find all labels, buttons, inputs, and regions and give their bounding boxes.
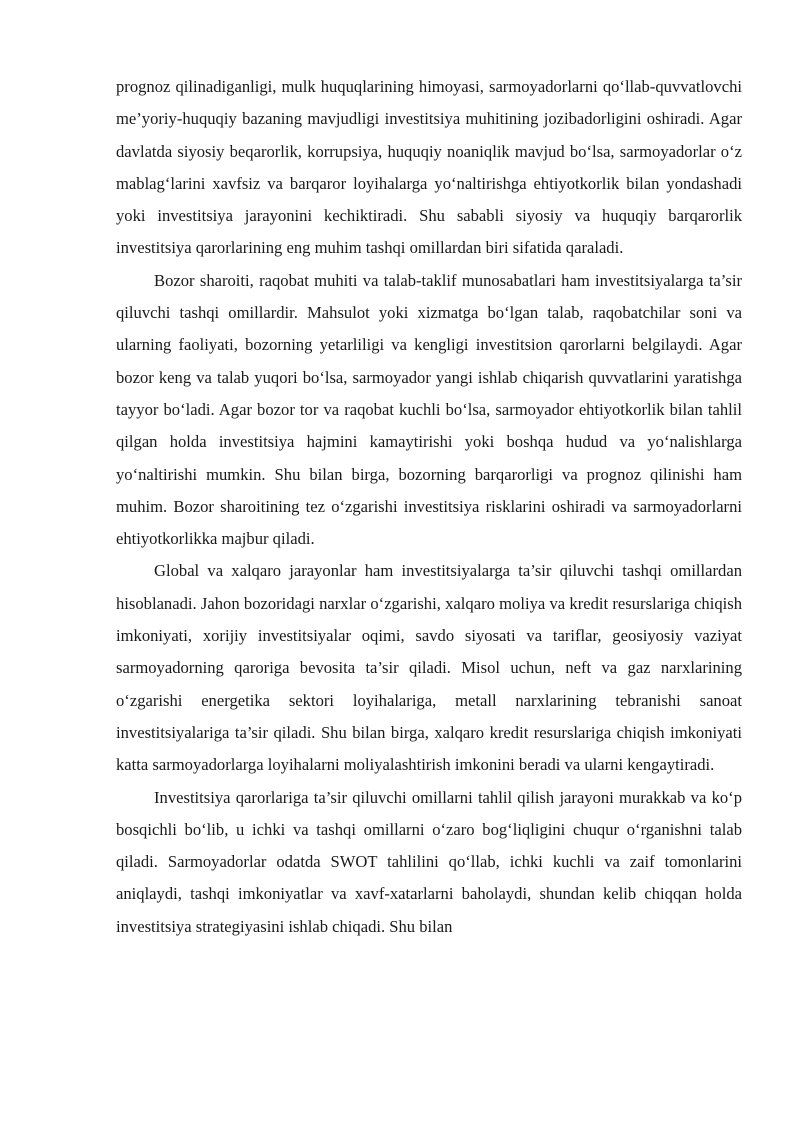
paragraph-global-processes: Global va xalqaro jarayonlar ham investitsiyalarga ta’sir qiluvchi tashqi omillardan hisoblanadi. Jahon bozoridagi narxlar o‘zgarishi, xalqaro moliya va kredit resurslariga chiqish imkoniyati, xorijiy investitsiyalar oqimi, savdo siyosati va tariflar, geosiyosiy vaziyat sarmoyadorning qaroriga bevosita ta’sir qiladi. Misol uchun, neft va gaz narxlarining o‘zgarishi energetika sektori loyihalariga, metall narxlarining tebranishi sanoat investitsiyalariga ta’sir qiladi. Shu bilan birga, xalqaro kredit resurslariga chiqish imkoniyati katta sarmoyadorlarga loyihalarni moliyalashtirish imkonini beradi va ularni kengaytiradi.: [116, 561, 742, 775]
paragraph-factor-analysis: Investitsiya qarorlariga ta’sir qiluvchi omillarni tahlil qilish jarayoni murakkab va ko‘p bosqichli bo‘lib, u ichki va tashqi omillarni o‘zaro bog‘liqligini chuqur o‘rganishni talab qiladi. Sarmoyadorlar odatda SWOT tahlilini qo‘llab, ichki kuchli va zaif tomonlarini aniqlaydi, tashqi imkoniyatlar va xavf-xatarlarni baholaydi, shundan kelib chiqqan holda investitsiya strategiyasini ishlab chiqadi. Shu bilan: [116, 787, 742, 936]
paragraph-market-conditions: Bozor sharoiti, raqobat muhiti va talab-taklif munosabatlari ham investitsiyalarga ta’sir qiluvchi tashqi omillardir. Mahsulot yoki xizmatga bo‘lgan talab, raqobatchilar soni va ularning faoliyati, bozorning yetarliligi va kengligi investitsion qarorlarni belgilaydi. Agar bozor keng va talab yuqori bo‘lsa, sarmoyador yangi ishlab chiqarish quvvatlarini yaratishga tayyor bo‘ladi. Agar bozor tor va raqobat kuchli bo‘lsa, sarmoyador ehtiyotkorlik bilan tahlil qilgan holda investitsiya hajmini kamaytirishi yoki boshqa hudud va yo‘nalishlarga yo‘naltirishi mumkin. Shu bilan birga, bozorning barqarorligi va prognoz qilinishi ham muhim. Bozor sharoitining tez o‘zgarishi investitsiya risklarini oshiradi va sarmoyadorlarni ehtiyotkorlikka majbur qiladi.: [116, 270, 742, 549]
body-text: [116, 71, 742, 943]
paragraph-political-legal-stability: prognoz qilinadiganligi, mulk huquqlarining himoyasi, sarmoyadorlarni qo‘llab-quvvatlovchi me’yoriy-huquqiy bazaning mavjudligi investitsiya muhitining jozibadorligini oshiradi. Agar davlatda siyosiy beqarorlik, korrupsiya, huquqiy noaniqlik mavjud bo‘lsa, sarmoyadorlar o‘z mablag‘larini xavfsiz va barqaror loyihalarga yo‘naltirishga ehtiyotkorlik bilan yondashadi yoki investitsiya jarayonini kechiktiradi. Shu sababli siyosiy va huquqiy barqarorlik investitsiya qarorlarining eng muhim tashqi omillardan biri sifatida qaraladi.: [116, 77, 742, 258]
